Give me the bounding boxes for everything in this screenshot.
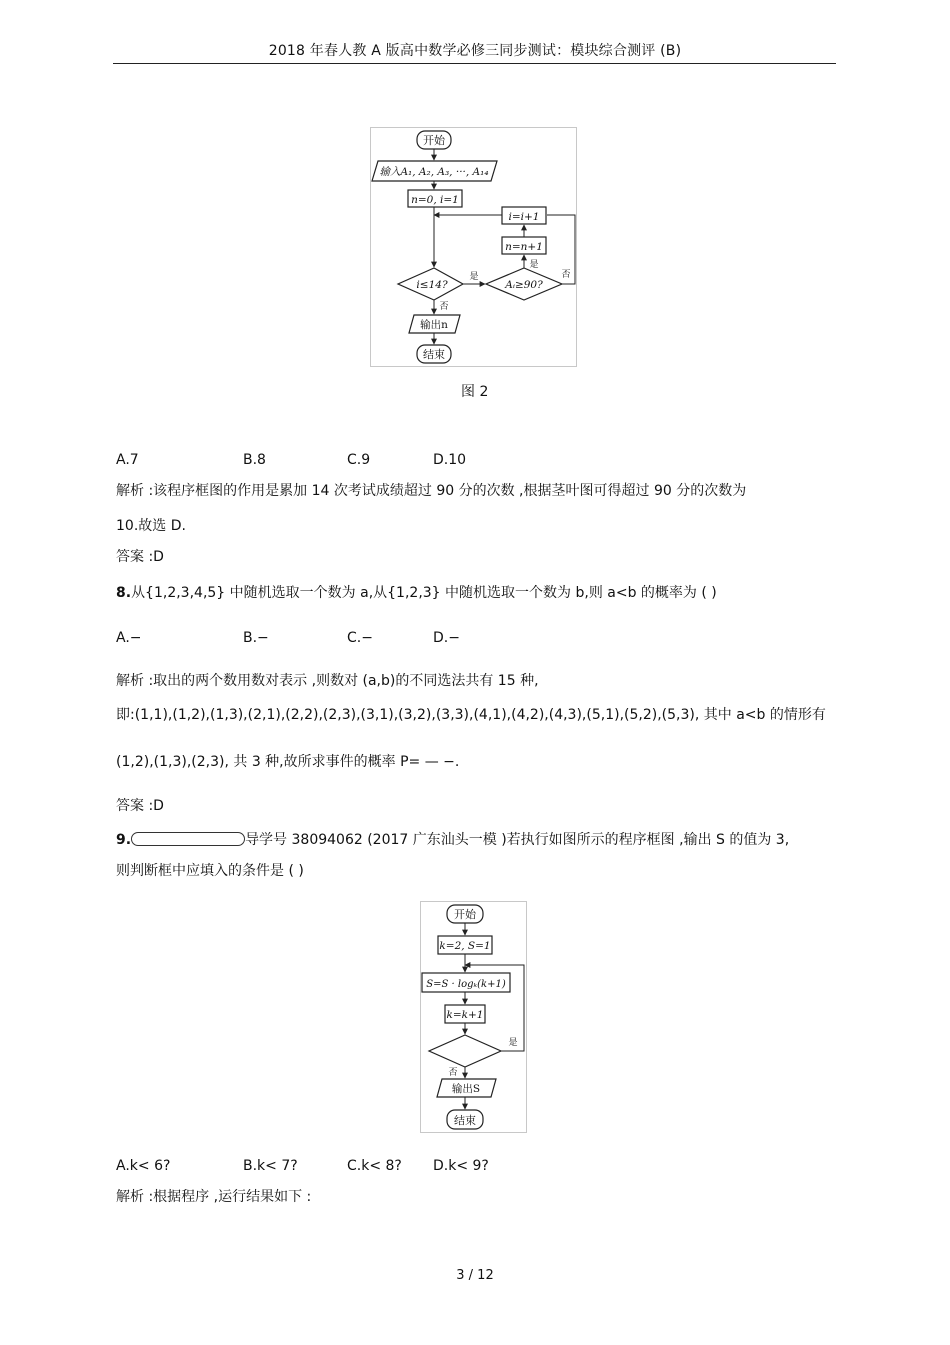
cond1-label: i≤14? [416, 279, 448, 291]
end-label: 结束 [454, 1114, 476, 1127]
yes-label-1: 是 [469, 272, 479, 282]
option-a: A.7 [116, 452, 139, 468]
analysis-line: 解析 :根据程序 ,运行结果如下 : [116, 1189, 312, 1205]
figure-caption: 图 2 [461, 384, 489, 400]
guide-badge [131, 832, 245, 846]
option-d: D.− [433, 630, 460, 646]
output-label: 输出n [420, 319, 448, 331]
yes-label: 是 [508, 1038, 518, 1048]
inc-i-label: i=i+1 [508, 211, 540, 223]
init-label: n=0, i=1 [411, 194, 459, 206]
answer-line: 答案 :D [116, 549, 164, 565]
question-text: 从{1,2,3,4,5} 中随机选取一个数为 a,从{1,2,3} 中随机选取一个数为 b,则 a<b 的概率为 ( ) [131, 585, 717, 601]
analysis-line: 解析 :取出的两个数用数对表示 ,则数对 (a,b)的不同选法共有 15 种, [116, 673, 539, 689]
analysis-line: 即:(1,1),(1,2),(1,3),(2,1),(2,2),(2,3),(3,1),(3,2),(3,3),(4,1),(4,2),(4,3),(5,1),(5,2),(5,3), 其中 a<b 的情形有 [116, 707, 826, 723]
answer-line: 答案 :D [116, 798, 164, 814]
question-number: 8. [116, 585, 132, 601]
update-label: S=S · logₖ(k+1) [426, 979, 506, 990]
input-label: 输入A₁, A₂, A₃, ···, A₁₄ [379, 166, 489, 178]
analysis-line: (1,2),(1,3),(2,3), 共 3 种,故所求事件的概率 P= — −. [116, 754, 460, 770]
inc-label: k=k+1 [446, 1009, 484, 1021]
output-label: 输出S [451, 1083, 481, 1095]
start-label: 开始 [423, 134, 445, 147]
header-rule [113, 63, 836, 64]
inc-n-label: n=n+1 [505, 241, 543, 253]
no-label-2: 否 [561, 270, 571, 280]
flowchart-figure-3 [420, 901, 527, 1133]
no-label-1: 否 [439, 302, 449, 312]
analysis-line: 10.故选 D. [116, 518, 186, 534]
option-c: C.k< 8? [347, 1158, 402, 1174]
condition-node [429, 1035, 501, 1067]
option-a: A.− [116, 630, 142, 646]
question-text: 则判断框中应填入的条件是 ( ) [116, 863, 304, 879]
option-c: C.− [347, 630, 373, 646]
question-text: 导学号 38094062 (2017 广东汕头一模 )若执行如图所示的程序框图 ,输出 S 的值为 3, [245, 832, 790, 848]
yes-label-2: 是 [529, 260, 539, 270]
option-a: A.k< 6? [116, 1158, 171, 1174]
end-label: 结束 [423, 348, 445, 361]
option-b: B.k< 7? [243, 1158, 298, 1174]
cond2-label: Aᵢ≥90? [505, 279, 543, 291]
question-8-stem [116, 584, 717, 602]
page-number: 3 / 12 [456, 1268, 494, 1283]
option-d: D.10 [433, 452, 467, 468]
init-label: k=2, S=1 [439, 940, 491, 952]
option-c: C.9 [347, 452, 371, 468]
option-b: B.8 [243, 452, 266, 468]
option-d: D.k< 9? [433, 1158, 489, 1174]
analysis-line: 解析 :该程序框图的作用是累加 14 次考试成绩超过 90 分的次数 ,根据茎叶图可得超过 90 分的次数为 [116, 483, 747, 499]
flowchart-figure-2 [370, 127, 577, 367]
no-label: 否 [448, 1068, 458, 1078]
option-b: B.− [243, 630, 269, 646]
start-label: 开始 [454, 908, 476, 921]
question-number: 9. [116, 832, 132, 848]
question-9-stem [116, 831, 789, 849]
page-header: 2018 年春人教 A 版高中数学必修三同步测试：模块综合测评 (B) [268, 43, 682, 59]
